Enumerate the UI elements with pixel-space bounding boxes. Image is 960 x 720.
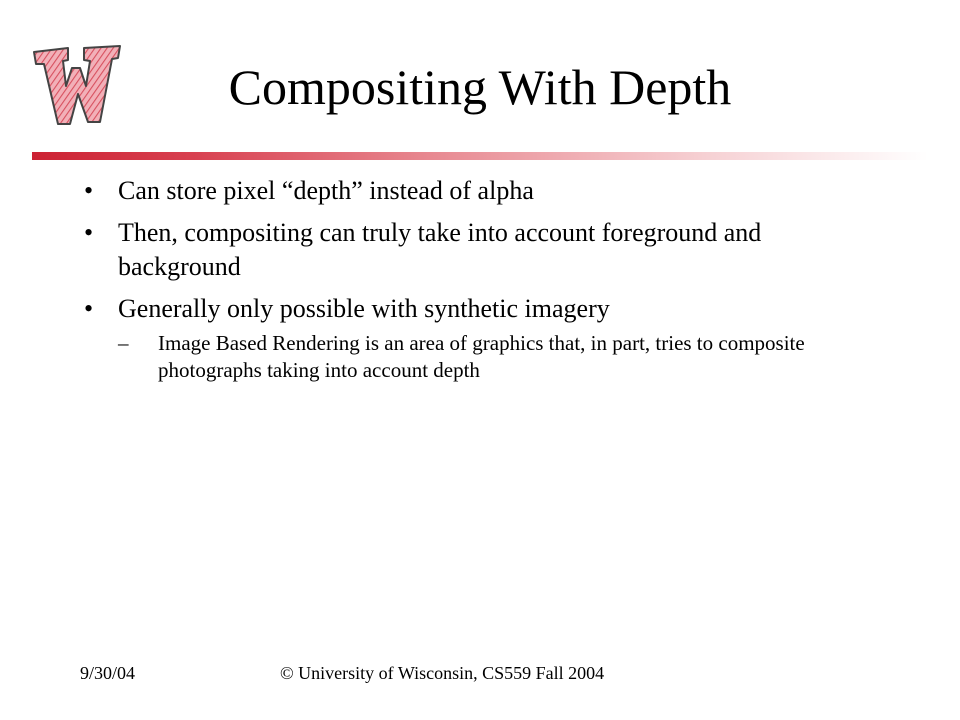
sub-bullet-list xyxy=(118,330,880,384)
bullet-item xyxy=(80,174,880,208)
sub-bullet-marker: – xyxy=(118,331,129,355)
bullet-item xyxy=(80,292,880,384)
wisconsin-w-logo-icon xyxy=(28,38,124,134)
sub-bullet-item xyxy=(118,330,880,384)
bullet-item xyxy=(80,216,880,284)
bullet-marker: • xyxy=(84,294,94,323)
footer-date: 9/30/04 xyxy=(80,663,136,683)
slide-title: Compositing With Depth xyxy=(228,59,732,115)
bullet-text: Generally only possible with synthetic imagery xyxy=(118,294,610,323)
bullet-text: Then, compositing can truly take into account foreground and background xyxy=(118,218,762,281)
sub-bullet-text: Image Based Rendering is an area of graphics that, in part, tries to composite photographs taking into account depth xyxy=(158,331,805,382)
bullet-marker: • xyxy=(84,218,94,247)
bullet-marker: • xyxy=(84,176,94,205)
footer-copyright: © University of Wisconsin, CS559 Fall 2004 xyxy=(280,663,605,683)
title-divider xyxy=(32,152,928,160)
bullet-list xyxy=(80,174,880,392)
bullet-text: Can store pixel “depth” instead of alpha xyxy=(118,176,534,205)
